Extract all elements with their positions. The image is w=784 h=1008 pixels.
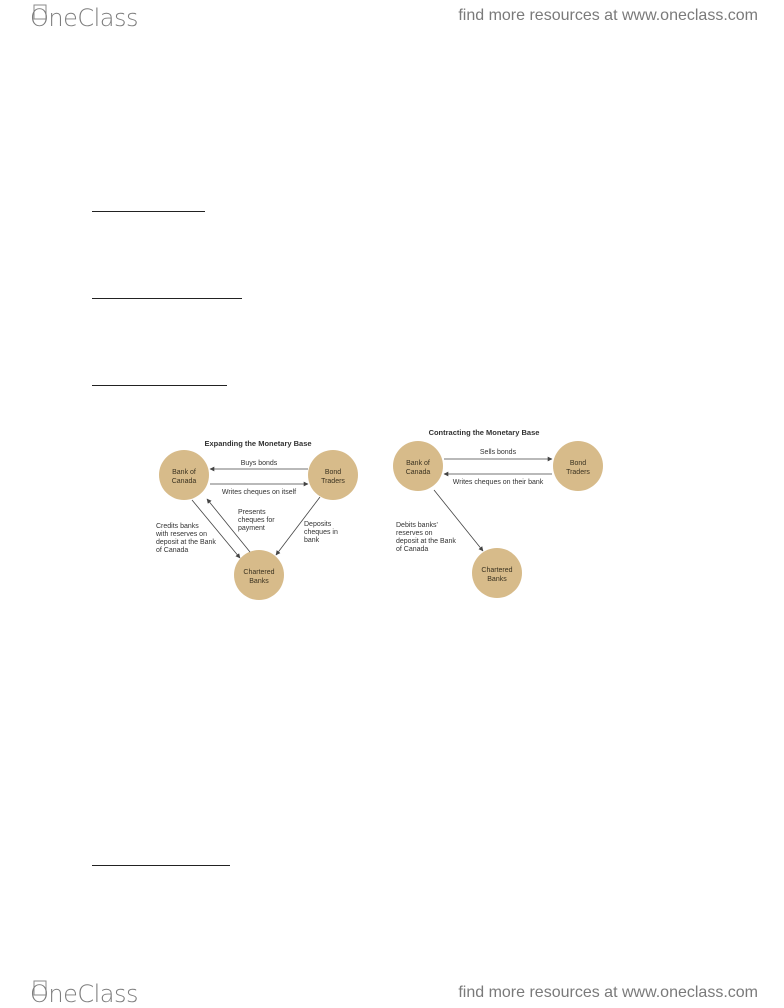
expanding-title: Expanding the Monetary Base [204,439,312,448]
deposits-cheques-label-1: Deposits [304,521,332,528]
right-bank-of-canada-label-2: Canada [405,469,431,476]
blank-heading-line-4 [92,865,230,866]
blank-heading-line-1 [92,211,205,212]
monetary-base-diagram [150,420,620,610]
right-chartered-banks-label-1: Chartered [481,567,513,574]
presents-cheques-label-2: cheques for [238,517,275,524]
credits-banks-label-4: of Canada [156,547,189,554]
monetary-base-figure [150,420,620,610]
footer-logo-text: OneClass [30,980,139,1008]
bond-traders-label-1: Bond [324,469,342,476]
contracting-diagram [393,428,603,598]
credits-banks-label-3: deposit at the Bank [156,539,216,546]
right-bond-traders-label-1: Bond [569,460,587,467]
blank-heading-line-2 [92,298,242,299]
right-bond-traders-label-2: Traders [566,469,590,476]
debits-banks-label-2: reserves on [396,530,433,537]
buys-bonds-label: Buys bonds [240,460,278,467]
contracting-title: Contracting the Monetary Base [428,428,540,437]
header-tagline[interactable]: find more resources at www.oneclass.com [458,7,758,24]
footer-tagline[interactable]: find more resources at www.oneclass.com [458,984,758,1001]
credits-banks-label-2: with reserves on [156,531,207,538]
right-writes-cheques-label: Writes cheques on their bank [452,479,544,486]
right-chartered-banks-label-2: Banks [487,576,507,583]
expanding-diagram [155,439,358,600]
writes-cheques-label: Writes cheques on itself [221,489,297,496]
right-bank-of-canada-label-1: Bank of [406,460,430,467]
presents-cheques-label-1: Presents [238,509,266,516]
credits-banks-label-1: Credits banks [156,523,199,530]
deposits-cheques-label-3: bank [304,537,320,544]
bank-of-canada-label-2: Canada [171,478,197,485]
bond-traders-label-2: Traders [321,478,345,485]
bank-of-canada-label-1: Bank of [172,469,196,476]
deposits-cheques-label-2: cheques in [304,529,338,536]
debits-banks-label-3: deposit at the Bank [396,538,456,545]
debits-banks-label-1: Debits banks' [396,522,438,529]
sells-bonds-label: Sells bonds [479,449,517,456]
chartered-banks-label-1: Chartered [243,569,275,576]
logo-text: OneClass [30,4,139,32]
debits-banks-label-4: of Canada [396,546,429,553]
chartered-banks-label-2: Banks [249,578,269,585]
credits-banks-arrow [192,500,240,558]
blank-heading-line-3 [92,385,227,386]
presents-cheques-label-3: payment [238,525,265,532]
